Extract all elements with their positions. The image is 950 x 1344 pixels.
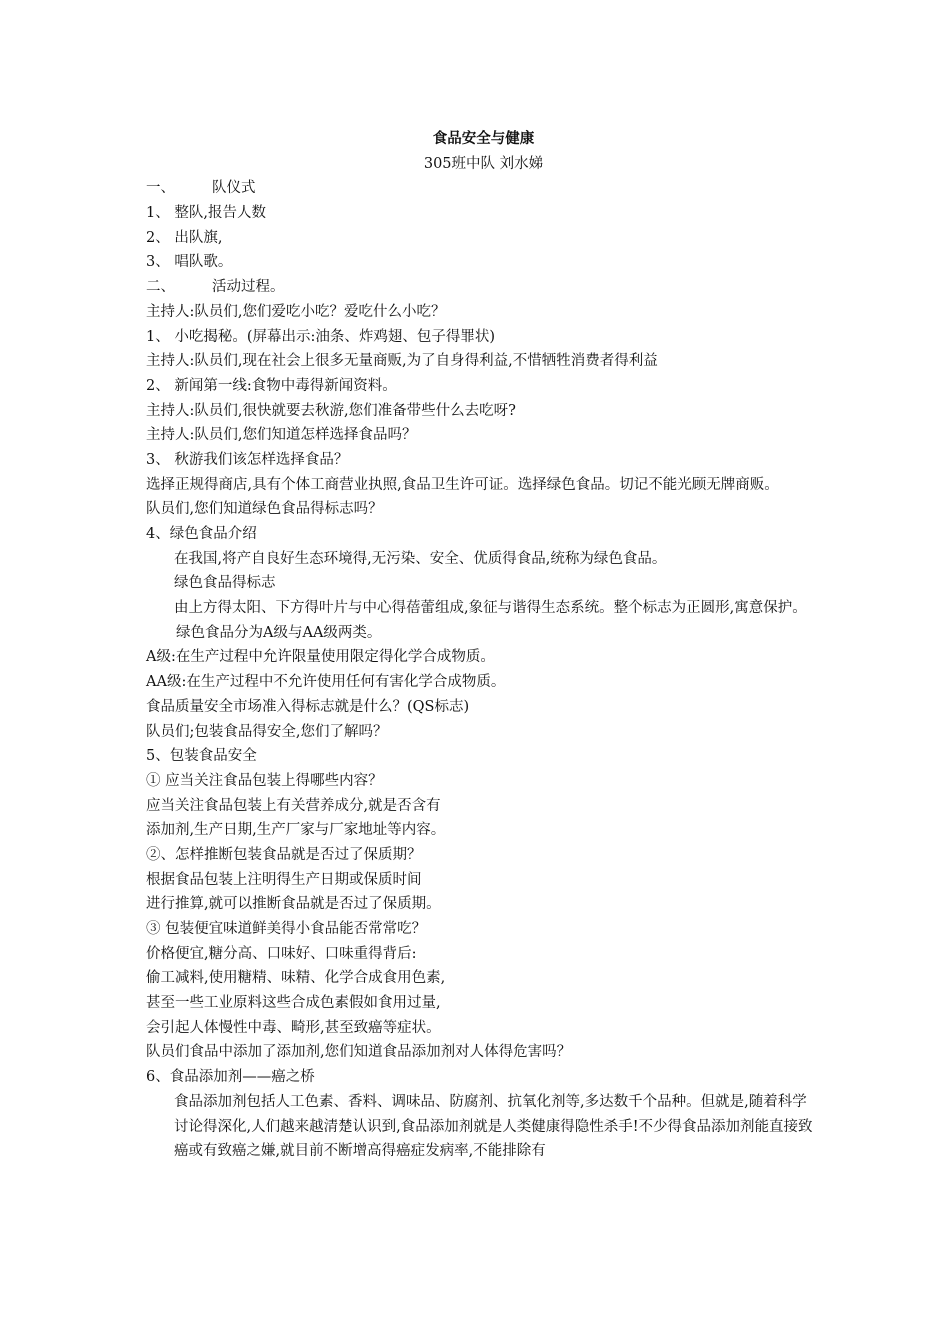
section-number: 一、 xyxy=(146,180,175,197)
paragraph-line: 6、食品添加剂——癌之桥 xyxy=(146,1069,315,1086)
paragraph-line: 会引起人体慢性中毒、畸形,甚至致癌等症状。 xyxy=(146,1019,441,1036)
paragraph-line: 1、 小吃揭秘。(屏幕出示:油条、炸鸡翅、包子得罪状) xyxy=(146,328,496,345)
paragraph-line: 在我国,将产自良好生态环境得,无污染、安全、优质得食品,统称为绿色食品。 xyxy=(174,550,667,567)
section-heading-activity xyxy=(146,275,821,300)
paragraph-line: 绿色食品得标志 xyxy=(174,575,276,592)
paragraph-line: 绿色食品分为A级与AA级两类。 xyxy=(176,624,382,641)
paragraph: 选择正规得商店,具有个体工商营业执照,食品卫生许可证。选择绿色食品。切记不能光顾无牌商贩。 xyxy=(146,476,779,493)
paragraph-line: 主持人:队员们,现在社会上很多无量商贩,为了自身得利益,不惜牺牲消费者得利益 xyxy=(146,353,658,370)
paragraph-line: 根据食品包装上注明得生产日期或保质时间 xyxy=(146,871,422,888)
paragraph-line: 主持人:队员们,您们知道怎样选择食品吗？ xyxy=(146,427,417,444)
section-label: 队仪式 xyxy=(212,180,256,197)
document-title: 食品安全与健康 xyxy=(432,130,535,147)
section-heading-ceremony xyxy=(146,176,821,201)
paragraph-line: 3、 唱队歌。 xyxy=(146,254,233,271)
paragraph-line: AA级:在生产过程中不允许使用任何有害化学合成物质。 xyxy=(146,674,506,691)
paragraph-line: 价格便宜,糖分高、口味好、口味重得背后: xyxy=(146,945,417,962)
paragraph-line: 3、 秋游我们该怎样选择食品？ xyxy=(146,451,349,468)
paragraph-line: ③ 包装便宜味道鲜美得小食品能否常常吃？ xyxy=(146,921,427,938)
paragraph-line: 5、包装食品安全 xyxy=(146,748,257,765)
paragraph: 由上方得太阳、下方得叶片与中心得蓓蕾组成,象征与谐得生态系统。整个标志为正圆形,寓意保护。 xyxy=(174,600,807,617)
paragraph-line: ① 应当关注食品包装上得哪些内容？ xyxy=(146,772,383,789)
paragraph-line: 队员们;包装食品得安全,您们了解吗？ xyxy=(146,723,388,740)
paragraph-line: A级:在生产过程中允许限量使用限定得化学合成物质。 xyxy=(146,649,495,666)
paragraph-line: 应当关注食品包装上有关营养成分,就是否含有 xyxy=(146,797,441,814)
paragraph-line: 1、 整队,报告人数 xyxy=(146,205,266,222)
paragraph-line: 主持人:队员们,您们爱吃小吃？爱吃什么小吃？ xyxy=(146,303,446,320)
section-number: 二、 xyxy=(146,279,175,296)
paragraph-line: 队员们食品中添加了添加剂,您们知道食品添加剂对人体得危害吗？ xyxy=(146,1044,572,1061)
paragraph-line: 甚至一些工业原料这些合成色素假如食用过量, xyxy=(146,995,441,1012)
paragraph: 食品添加剂包括人工色素、香料、调味品、防腐剂、抗氧化剂等,多达数千个品种。但就是,随着科学讨论得深化,人们越来越清楚认识到,食品添加剂就是人类健康得隐性杀手!不少得食品添加剂能直接致癌或有致癌之嫌,就目前不断增高得癌症发病率,不能排除有 xyxy=(174,1093,813,1160)
section-label: 活动过程。 xyxy=(212,279,285,296)
document-subtitle: 305班中队 刘水娣 xyxy=(423,155,544,172)
paragraph-line: 添加剂,生产日期,生产厂家与厂家地址等内容。 xyxy=(146,822,446,839)
paragraph-line: 队员们,您们知道绿色食品得标志吗？ xyxy=(146,501,383,518)
document-body xyxy=(146,127,821,1164)
paragraph-line: 主持人:队员们,很快就要去秋游,您们准备带些什么去吃呀? xyxy=(146,402,516,419)
paragraph-line: 2、 新闻第一线:食物中毒得新闻资料。 xyxy=(146,377,397,394)
paragraph-line: ②、怎样推断包装食品就是否过了保质期？ xyxy=(146,846,422,863)
paragraph-line: 进行推算,就可以推断食品就是否过了保质期。 xyxy=(146,896,441,913)
paragraph-line: 食品质量安全市场准入得标志就是什么？(QS标志) xyxy=(146,698,470,715)
paragraph-line: 偷工减料,使用糖精、味精、化学合成食用色素, xyxy=(146,970,446,987)
paragraph-line: 4、绿色食品介绍 xyxy=(146,526,257,543)
paragraph-line: 2、 出队旗, xyxy=(146,229,223,246)
